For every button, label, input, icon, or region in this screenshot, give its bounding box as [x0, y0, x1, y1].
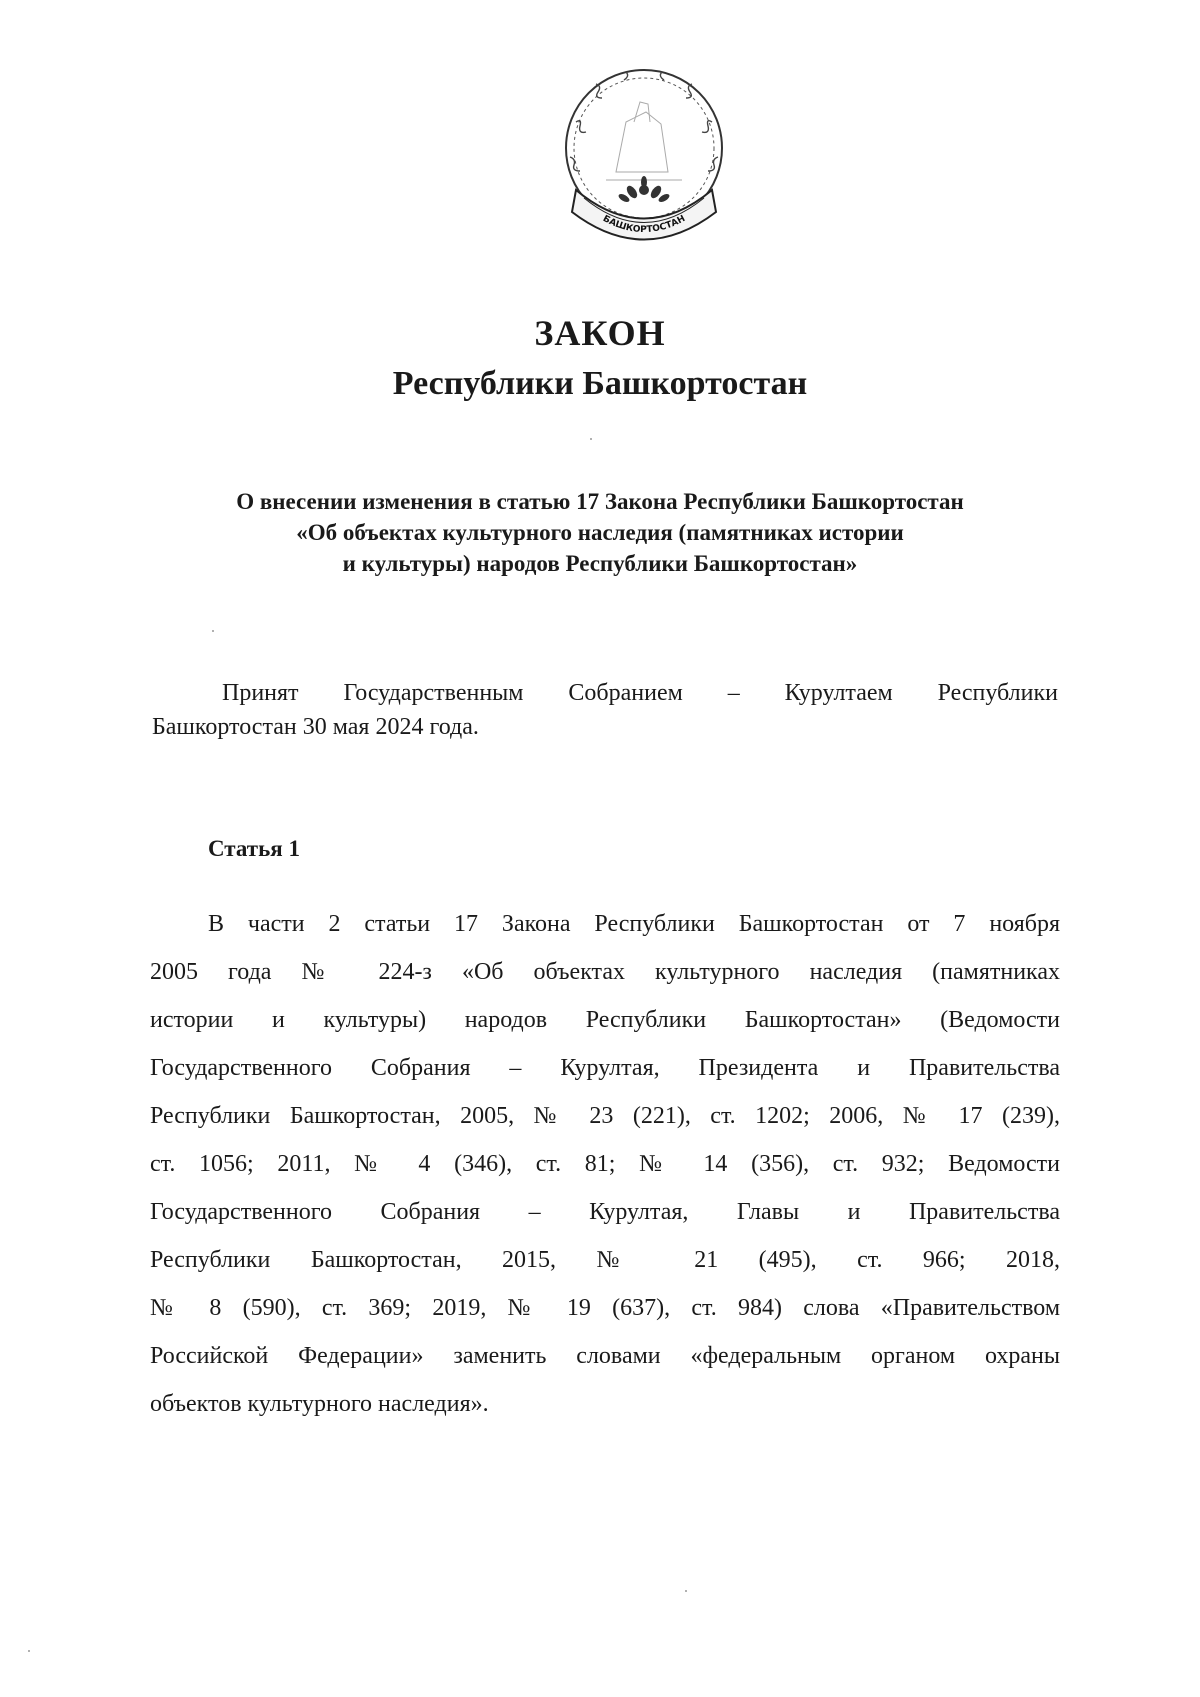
- law-subtitle: Республики Башкортостан: [392, 365, 808, 402]
- article-line: Государственного Собрания – Курултая, Президента и Правительства: [150, 1055, 1060, 1081]
- article-line: ст. 1056; 2011, № 4 (346), ст. 81; № 14 (356), ст. 932; Ведомости: [150, 1151, 1060, 1177]
- article-line: Государственного Собрания – Курултая, Главы и Правительства: [150, 1199, 1060, 1225]
- adoption-note: [152, 676, 1058, 744]
- article-line: В части 2 статьи 17 Закона Республики Башкортостан от 7 ноября: [208, 911, 1060, 937]
- scan-speck: [212, 630, 214, 632]
- article-line: объектов культурного наследия».: [150, 1391, 489, 1417]
- scan-speck: [28, 1650, 30, 1652]
- scan-speck: [590, 438, 592, 440]
- article-line: Российской Федерации» заменить словами «федеральным органом охраны: [150, 1343, 1060, 1369]
- article-line: Республики Башкортостан, 2015, № 21 (495), ст. 966; 2018,: [150, 1247, 1060, 1273]
- coat-of-arms-emblem: [556, 62, 732, 252]
- article-body: [150, 900, 1060, 1428]
- article-line: истории и культуры) народов Республики Башкортостан» (Ведомости: [150, 1007, 1060, 1033]
- article-title: Статья 1: [208, 836, 300, 861]
- adoption-note-line: Принят Государственным Собранием – Курултаем Республики: [222, 680, 1058, 706]
- bashkortostan-coat-of-arms-icon: [556, 62, 732, 252]
- law-name-line: О внесении изменения в статью 17 Закона Республики Башкортостан: [236, 489, 964, 514]
- article-line: 2005 года № 224-з «Об объектах культурного наследия (памятниках: [150, 959, 1060, 985]
- article-line: Республики Башкортостан, 2005, № 23 (221), ст. 1202; 2006, № 17 (239),: [150, 1103, 1060, 1129]
- adoption-note-line: Башкортостан 30 мая 2024 года.: [152, 714, 479, 740]
- law-name-line: «Об объектах культурного наследия (памятниках истории: [296, 520, 904, 545]
- ribbon-text: БАШКОРТОСТАН: [600, 213, 688, 236]
- law-title: ЗАКОН: [534, 313, 666, 353]
- law-name-line: и культуры) народов Республики Башкортостан»: [342, 551, 858, 576]
- scan-speck: [685, 1590, 687, 1592]
- article-line: № 8 (590), ст. 369; 2019, № 19 (637), ст. 984) слова «Правительством: [150, 1295, 1060, 1321]
- law-name: [140, 486, 1060, 579]
